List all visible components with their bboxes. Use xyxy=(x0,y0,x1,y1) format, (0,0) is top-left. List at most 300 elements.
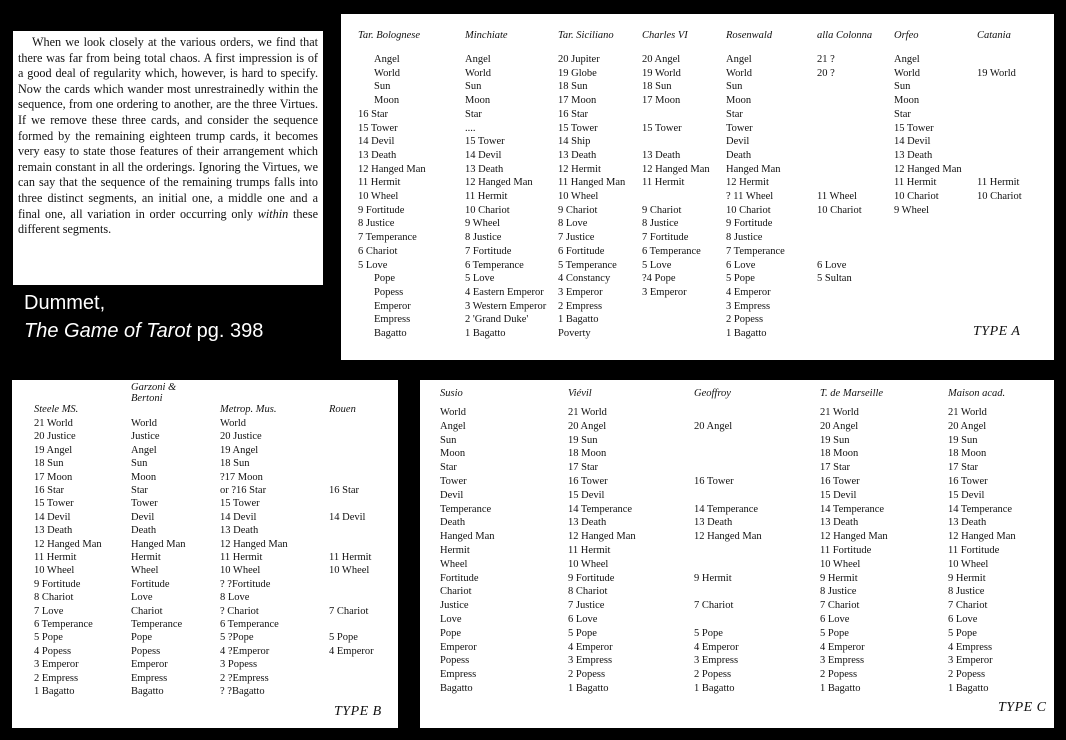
typeC-entry: 15 Devil xyxy=(568,489,605,501)
typeB-entry: Sun xyxy=(131,458,148,470)
typeA-entry: 6 Temperance xyxy=(642,245,701,257)
typeA-entry: Sun xyxy=(894,81,911,93)
typeB-entry: 4 Emperor xyxy=(329,645,374,657)
typeA-col-header: Minchiate xyxy=(465,30,508,41)
typeB-entry: Devil xyxy=(131,511,155,523)
typeC-entry: 7 Chariot xyxy=(820,600,860,612)
typeA-entry: 14 Devil xyxy=(894,136,931,148)
typeA-entry: 3 Emperor xyxy=(642,286,687,298)
typeA-entry: Moon xyxy=(374,95,400,107)
typeC-col-header: Geoffroy xyxy=(694,388,731,399)
typeA-entry: 10 Wheel xyxy=(558,191,599,202)
typeC-entry: 13 Death xyxy=(568,517,607,529)
typeA-entry: 2 'Grand Duke' xyxy=(465,314,529,326)
type-a-table xyxy=(341,14,1054,360)
typeB-entry: 15 Tower xyxy=(220,498,260,510)
typeA-entry: Pope xyxy=(374,273,395,285)
typeA-entry: 10 Chariot xyxy=(726,204,771,216)
typeA-entry: 9 Wheel xyxy=(465,218,501,230)
typeC-entry: Fortitude xyxy=(440,572,479,584)
typeB-entry: 19 Angel xyxy=(220,444,259,456)
typeA-entry: 17 Moon xyxy=(558,95,597,107)
typeA-entry: Emperor xyxy=(374,300,411,312)
typeC-entry: 2 Popess xyxy=(948,669,986,681)
typeC-entry: 7 Chariot xyxy=(694,600,734,612)
quote-panel xyxy=(13,31,323,285)
typeA-entry: 18 Sun xyxy=(558,81,588,93)
typeB-entry: Chariot xyxy=(131,605,163,617)
typeC-entry: 1 Bagatto xyxy=(694,683,735,694)
quote-text-main: When we look closely at the various orders, we find that there was far from being total chaos. A first impression is of a good deal of regularity which, however, is hard to specify. Now the cards which wander most unrestrainedly within the sequence, from one ordering to another, are the three Virtues. If we remove these three cards, and consider the sequence formed by the remaining eighteen trump cards, it becomes very easy to state those features of their arrangement which remain constant in all the orderings. Ignoring the Virtues, we can say that the sequence of the remaining trumps falls into three distinct segments, an initial one, a middle one and a final one, all variation in order occurring only xyxy=(18,35,318,221)
typeB-entry: Pope xyxy=(131,632,152,644)
typeA-entry: 5 Sultan xyxy=(817,273,852,285)
typeA-entry: 4 Emperor xyxy=(726,286,771,298)
typeB-entry: 8 Love xyxy=(220,592,250,604)
typeB-entry: 7 Chariot xyxy=(329,605,369,617)
typeC-entry: 3 Emperor xyxy=(948,655,993,667)
typeB-entry: World xyxy=(220,418,246,429)
typeA-entry: Moon xyxy=(726,95,752,107)
typeA-entry: ?4 Pope xyxy=(642,273,676,285)
typeA-entry: Moon xyxy=(465,95,491,107)
typeC-entry: 11 Fortitude xyxy=(820,545,872,556)
typeC-entry: 8 Justice xyxy=(820,586,857,598)
typeA-entry: 15 Tower xyxy=(558,122,598,134)
typeB-entry: 6 Temperance xyxy=(34,619,93,630)
typeA-entry: World xyxy=(726,67,752,79)
typeC-entry: World xyxy=(440,407,466,418)
typeC-col-header: Maison acad. xyxy=(948,388,1006,399)
typeB-entry: 18 Sun xyxy=(34,458,64,470)
typeC-entry: 18 Moon xyxy=(568,448,607,460)
typeA-entry: 12 Hanged Man xyxy=(894,163,962,175)
typeC-entry: 2 Popess xyxy=(694,669,732,681)
typeC-entry: 21 World xyxy=(820,407,859,418)
typeA-entry: 7 Fortitude xyxy=(465,245,512,257)
typeB-entry: World xyxy=(131,418,157,429)
typeA-entry: 7 Temperance xyxy=(358,232,417,244)
typeB-entry: 13 Death xyxy=(220,525,259,537)
typeA-entry: 7 Temperance xyxy=(726,245,785,257)
typeA-entry: 7 Justice xyxy=(558,232,595,244)
typeA-entry: 12 Hanged Man xyxy=(358,163,426,175)
typeA-entry: 6 Love xyxy=(726,259,756,271)
typeC-entry: Hermit xyxy=(440,545,470,556)
typeB-entry: Hermit xyxy=(131,552,161,563)
typeA-entry: 15 Tower xyxy=(358,122,398,134)
typeB-entry: 14 Devil xyxy=(220,511,257,523)
typeC-entry: 8 Justice xyxy=(948,586,985,598)
caption-title: The Game of Tarot xyxy=(24,320,192,342)
typeA-entry: 5 Love xyxy=(465,273,495,285)
typeB-entry: 9 Fortitude xyxy=(34,578,81,590)
typeB-entry: 16 Star xyxy=(329,485,360,496)
typeC-entry: 20 Angel xyxy=(948,420,987,432)
typeA-entry: Moon xyxy=(894,95,920,107)
typeC-entry: 4 Emperor xyxy=(568,641,613,653)
typeC-entry: 11 Fortitude xyxy=(948,545,1000,556)
typeB-entry: 5 Pope xyxy=(329,632,358,644)
typeC-entry: 21 World xyxy=(568,407,607,418)
typeA-col-header: Charles VI xyxy=(642,30,688,41)
typeC-entry: Temperance xyxy=(440,503,492,515)
typeC-entry: 19 Sun xyxy=(568,434,598,446)
typeA-entry: Hanged Man xyxy=(726,163,781,175)
typeB-entry: 17 Moon xyxy=(34,471,73,483)
typeA-entry: 11 Hermit xyxy=(465,191,508,202)
typeA-entry: 15 Tower xyxy=(642,122,682,134)
typeC-entry: 3 Empress xyxy=(568,655,613,667)
typeB-entry: Moon xyxy=(131,471,157,483)
typeA-entry: World xyxy=(894,67,920,79)
typeA-entry: Angel xyxy=(465,54,491,65)
typeC-entry: Emperor xyxy=(440,641,477,653)
typeC-entry: 2 Popess xyxy=(820,669,858,681)
typeC-entry: Tower xyxy=(440,476,467,487)
typeA-entry: 6 Love xyxy=(817,259,847,271)
type-b-table xyxy=(12,380,398,728)
typeA-entry: Popess xyxy=(374,286,404,298)
typeA-entry: 11 Hermit xyxy=(894,177,937,189)
typeC-entry: 13 Death xyxy=(948,517,987,529)
typeB-entry: 7 Love xyxy=(34,605,64,617)
typeA-entry: 13 Death xyxy=(894,149,933,161)
quote-text-italic: within xyxy=(257,206,289,221)
typeC-entry: Wheel xyxy=(440,558,468,570)
typeA-entry: 6 Chariot xyxy=(358,245,398,257)
typeA-entry: 3 Emperor xyxy=(558,286,603,298)
typeB-entry: 1 Bagatto xyxy=(34,686,75,697)
typeB-entry: 10 Wheel xyxy=(329,565,370,577)
typeB-entry: Tower xyxy=(131,498,158,510)
typeA-entry: 9 Fortitude xyxy=(726,218,773,230)
typeB-entry: Empress xyxy=(131,672,168,684)
caption-author: Dummet, xyxy=(24,292,106,314)
typeC-entry: 7 Chariot xyxy=(948,600,988,612)
typeA-entry: 4 Constancy xyxy=(558,273,611,285)
typeA-entry: Empress xyxy=(374,314,411,326)
typeA-entry: 5 Love xyxy=(358,259,388,271)
type-c-label: TYPE C xyxy=(998,700,1047,715)
typeA-entry: 10 Chariot xyxy=(465,204,510,216)
typeC-entry: 4 Empress xyxy=(948,641,993,653)
typeC-entry: 5 Pope xyxy=(694,627,723,639)
typeC-entry: 12 Hanged Man xyxy=(694,531,762,543)
typeC-entry: 17 Star xyxy=(948,462,979,474)
typeA-entry: Sun xyxy=(465,81,482,93)
typeC-entry: 10 Wheel xyxy=(820,558,861,570)
typeC-entry: 8 Chariot xyxy=(568,586,608,598)
typeC-entry: 19 Sun xyxy=(948,434,978,446)
typeC-entry: 14 Temperance xyxy=(568,503,633,515)
typeA-entry: Poverty xyxy=(558,328,591,339)
typeA-entry: 13 Death xyxy=(642,149,681,161)
typeA-entry: Star xyxy=(465,108,482,120)
typeB-entry: 12 Hanged Man xyxy=(34,538,102,550)
typeA-entry: 10 Wheel xyxy=(358,191,399,202)
typeB-entry: Star xyxy=(131,485,148,496)
typeA-entry: 14 Ship xyxy=(558,136,591,148)
typeB-entry: 2 ?Empress xyxy=(220,672,269,684)
typeC-entry: 6 Love xyxy=(820,614,850,625)
typeA-entry: 1 Bagatto xyxy=(465,328,506,339)
typeB-entry: ? ?Fortitude xyxy=(220,578,271,590)
typeC-entry: Chariot xyxy=(440,586,472,598)
type-a-label: TYPE A xyxy=(973,324,1021,339)
typeA-entry: Sun xyxy=(374,81,391,93)
typeB-entry: 16 Star xyxy=(34,485,65,496)
typeB-entry: 20 Justice xyxy=(220,431,262,443)
typeC-entry: 4 Emperor xyxy=(694,641,739,653)
typeC-entry: 12 Hanged Man xyxy=(948,531,1016,543)
typeA-entry: 19 World xyxy=(977,67,1016,79)
typeA-entry: ? 11 Wheel xyxy=(726,191,774,202)
typeA-col-header: Tar. Bolognese xyxy=(358,30,421,41)
typeC-entry: Hanged Man xyxy=(440,531,495,543)
typeC-entry: 17 Star xyxy=(568,462,599,474)
typeC-entry: Pope xyxy=(440,627,461,639)
source-caption xyxy=(24,289,324,345)
typeA-entry: 11 Hermit xyxy=(358,177,401,189)
typeA-entry: 9 Wheel xyxy=(894,204,930,216)
typeB-entry: Emperor xyxy=(131,659,168,671)
typeC-entry: 19 Sun xyxy=(820,434,850,446)
typeA-entry: 2 Empress xyxy=(558,300,603,312)
typeA-col-header: alla Colonna xyxy=(817,30,873,41)
typeC-entry: 15 Devil xyxy=(820,489,857,501)
typeC-entry: 9 Hermit xyxy=(820,572,858,584)
typeB-entry: 21 World xyxy=(34,418,73,429)
typeB-entry: 19 Angel xyxy=(34,444,73,456)
typeA-entry: 3 Empress xyxy=(726,300,771,312)
typeC-entry: 2 Popess xyxy=(568,669,606,681)
typeA-entry: 20 Jupiter xyxy=(558,54,600,65)
typeA-entry: Sun xyxy=(726,81,743,93)
typeC-entry: 13 Death xyxy=(820,517,859,529)
typeA-entry: 12 Hanged Man xyxy=(642,163,710,175)
typeC-entry: Moon xyxy=(440,448,466,460)
typeA-entry: 10 Chariot xyxy=(817,204,862,216)
typeA-entry: 10 Chariot xyxy=(894,191,939,202)
typeC-entry: Sun xyxy=(440,434,457,446)
typeB-entry: Angel xyxy=(131,444,157,456)
typeC-entry: 15 Devil xyxy=(948,489,985,501)
typeA-entry: 7 Fortitude xyxy=(642,232,689,244)
typeC-entry: 20 Angel xyxy=(568,420,607,432)
typeA-entry: 19 Globe xyxy=(558,67,597,79)
typeA-entry: 11 Hermit xyxy=(642,177,685,189)
typeB-entry: 14 Devil xyxy=(329,511,366,523)
typeA-entry: 13 Death xyxy=(558,149,597,161)
typeC-entry: 14 Temperance xyxy=(948,503,1013,515)
typeB-entry: Fortitude xyxy=(131,578,170,590)
typeA-entry: 6 Fortitude xyxy=(558,245,605,257)
typeC-entry: Popess xyxy=(440,655,470,667)
typeA-entry: 20 ? xyxy=(817,67,835,79)
typeA-entry: Tower xyxy=(726,122,753,134)
typeA-entry: 5 Pope xyxy=(726,273,755,285)
typeC-entry: Empress xyxy=(440,669,477,681)
typeB-entry: 6 Temperance xyxy=(220,619,279,630)
typeC-entry: 3 Empress xyxy=(694,655,739,667)
typeA-entry: 5 Love xyxy=(642,259,672,271)
typeC-entry: 9 Fortitude xyxy=(568,572,615,584)
typeA-entry: 8 Justice xyxy=(358,218,395,230)
typeA-entry: 8 Justice xyxy=(726,232,763,244)
typeC-entry: 9 Hermit xyxy=(948,572,986,584)
type-c-table xyxy=(420,380,1054,728)
typeB-entry: 4 ?Emperor xyxy=(220,645,270,657)
typeC-col-header: T. de Marseille xyxy=(820,388,884,399)
typeC-entry: 6 Love xyxy=(948,614,978,625)
typeB-entry: Bagatto xyxy=(131,686,164,697)
typeC-entry: 21 World xyxy=(948,407,987,418)
typeB-entry: 5 Pope xyxy=(34,632,63,644)
typeC-entry: Devil xyxy=(440,489,464,501)
typeA-entry: World xyxy=(465,67,491,79)
typeA-entry: 11 Hermit xyxy=(977,177,1020,189)
typeC-entry: 12 Hanged Man xyxy=(820,531,888,543)
typeA-entry: 16 Star xyxy=(358,108,389,120)
typeC-entry: 1 Bagatto xyxy=(568,683,609,694)
typeC-entry: 12 Hanged Man xyxy=(568,531,636,543)
typeA-entry: 11 Hanged Man xyxy=(558,177,626,189)
typeB-entry: 15 Tower xyxy=(34,498,74,510)
typeC-entry: 16 Tower xyxy=(694,476,734,487)
typeA-col-header: Tar. Siciliano xyxy=(558,30,614,41)
typeA-entry: 6 Temperance xyxy=(465,259,524,271)
typeC-entry: Bagatto xyxy=(440,683,473,694)
typeA-entry: 14 Devil xyxy=(465,149,502,161)
typeA-entry: 12 Hanged Man xyxy=(465,177,533,189)
typeB-entry: 10 Wheel xyxy=(220,565,261,577)
typeB-col-header: Metrop. Mus. xyxy=(220,404,277,415)
typeA-entry: 20 Angel xyxy=(642,54,681,65)
typeC-entry: 14 Temperance xyxy=(820,503,885,515)
typeA-entry: Star xyxy=(894,108,911,120)
type-b-label: TYPE B xyxy=(334,704,382,719)
typeA-entry: Angel xyxy=(374,54,400,65)
typeA-entry: 10 Chariot xyxy=(977,191,1022,202)
typeA-entry: 11 Wheel xyxy=(817,191,857,202)
typeA-entry: 15 Tower xyxy=(894,122,934,134)
typeB-entry: 13 Death xyxy=(34,525,73,537)
typeA-entry: Bagatto xyxy=(374,328,407,339)
typeA-entry: Angel xyxy=(726,54,752,65)
typeA-col-header: Orfeo xyxy=(894,30,919,41)
typeA-entry: 14 Devil xyxy=(358,136,395,148)
typeA-entry: 19 World xyxy=(642,67,681,79)
caption-page: pg. 398 xyxy=(191,320,264,342)
typeC-entry: Love xyxy=(440,614,462,625)
typeC-entry: 9 Hermit xyxy=(694,572,732,584)
caption-source xyxy=(24,317,324,345)
typeC-entry: 5 Pope xyxy=(568,627,597,639)
typeB-entry: 4 Popess xyxy=(34,645,72,657)
typeB-col-header: Rouen xyxy=(329,404,356,415)
typeC-entry: 18 Moon xyxy=(948,448,987,460)
typeA-entry: 9 Chariot xyxy=(558,204,598,216)
typeA-entry: 18 Sun xyxy=(642,81,672,93)
typeA-entry: 17 Moon xyxy=(642,95,681,107)
typeA-entry: .... xyxy=(465,122,476,134)
typeB-entry: Justice xyxy=(131,431,160,443)
typeB-entry: 12 Hanged Man xyxy=(220,538,288,550)
typeA-entry: 5 Temperance xyxy=(558,259,617,271)
typeB-entry: 11 Hermit xyxy=(329,552,372,563)
typeC-col-header: Susio xyxy=(440,388,463,399)
typeA-entry: World xyxy=(374,67,400,79)
typeA-entry: 16 Star xyxy=(558,108,589,120)
typeB-entry: Death xyxy=(131,525,157,537)
typeC-entry: 11 Hermit xyxy=(568,545,611,556)
typeC-entry: 4 Emperor xyxy=(820,641,865,653)
typeA-entry: 15 Tower xyxy=(465,136,505,148)
typeB-entry: 18 Sun xyxy=(220,458,250,470)
typeC-entry: 14 Temperance xyxy=(694,503,759,515)
typeB-entry: Popess xyxy=(131,645,161,657)
typeA-entry: 12 Hermit xyxy=(726,177,769,189)
typeB-entry: 11 Hermit xyxy=(220,552,263,563)
typeA-entry: 8 Justice xyxy=(642,218,679,230)
typeB-entry: ? Chariot xyxy=(220,605,259,617)
typeA-entry: 21 ? xyxy=(817,54,835,65)
typeC-entry: 16 Tower xyxy=(948,476,988,487)
typeC-entry: 17 Star xyxy=(820,462,851,474)
typeB-entry: ?17 Moon xyxy=(220,471,263,483)
typeA-col-header: Rosenwald xyxy=(726,30,773,41)
typeB-entry: Love xyxy=(131,592,153,604)
typeC-entry: 13 Death xyxy=(694,517,733,529)
typeA-entry: 13 Death xyxy=(358,149,397,161)
typeC-entry: Angel xyxy=(440,420,466,432)
typeB-col-header: Steele MS. xyxy=(34,404,79,415)
typeB-entry: 20 Justice xyxy=(34,431,76,443)
typeA-entry: Devil xyxy=(726,136,750,148)
typeB-entry: ? ?Bagatto xyxy=(220,686,265,697)
typeA-entry: 8 Love xyxy=(558,218,588,230)
typeB-entry: Temperance xyxy=(131,619,183,630)
typeC-entry: Justice xyxy=(440,600,469,612)
typeA-entry: 1 Bagatto xyxy=(726,328,767,339)
typeA-entry: Death xyxy=(726,149,752,161)
typeB-entry: 3 Popess xyxy=(220,659,258,671)
typeB-col-header: Garzoni & Bertoni xyxy=(131,382,177,404)
typeC-entry: 1 Bagatto xyxy=(820,683,861,694)
typeA-entry: Star xyxy=(726,108,743,120)
typeC-col-header: Viévil xyxy=(568,388,592,399)
typeA-entry: Angel xyxy=(894,54,920,65)
typeA-entry: 13 Death xyxy=(465,163,504,175)
typeB-entry: 3 Emperor xyxy=(34,659,79,671)
quote-text xyxy=(18,35,318,238)
typeA-entry: 12 Hermit xyxy=(558,163,601,175)
typeA-entry: 8 Justice xyxy=(465,232,502,244)
typeA-entry: 9 Fortitude xyxy=(358,204,405,216)
typeC-entry: 20 Angel xyxy=(820,420,859,432)
typeB-entry: 5 ?Pope xyxy=(220,632,254,644)
typeC-entry: 18 Moon xyxy=(820,448,859,460)
typeB-entry: 8 Chariot xyxy=(34,592,74,604)
typeC-entry: 10 Wheel xyxy=(568,558,609,570)
typeB-entry: Hanged Man xyxy=(131,538,186,550)
typeA-entry: 3 Western Emperor xyxy=(465,300,547,312)
typeC-entry: 5 Pope xyxy=(948,627,977,639)
typeC-entry: 16 Tower xyxy=(568,476,608,487)
typeB-entry: 11 Hermit xyxy=(34,552,77,563)
typeA-entry: 4 Eastern Emperor xyxy=(465,286,544,298)
typeA-entry: 2 Popess xyxy=(726,314,764,326)
